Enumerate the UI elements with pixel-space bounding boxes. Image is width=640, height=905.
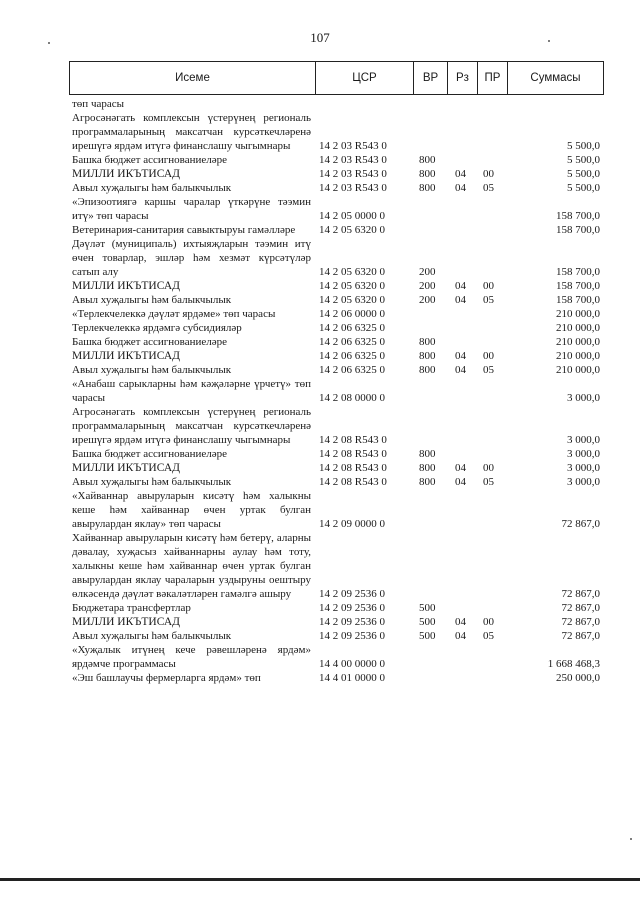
row-name: Авыл хуҗалыгы һәм балыкчылык — [72, 364, 232, 376]
row-vr: 800 — [419, 350, 436, 362]
row-sum: 72 867,0 — [561, 588, 600, 600]
row-vr: 800 — [419, 448, 436, 460]
row-sum: 210 000,0 — [556, 308, 600, 320]
row-rz: 04 — [455, 182, 466, 194]
row-sum: 210 000,0 — [556, 350, 600, 362]
scan-speck — [548, 40, 550, 42]
row-csr: 14 2 05 6320 0 — [319, 294, 385, 306]
row-name: «Эш башлаучы фермерларга ярдәм» төп — [72, 672, 261, 684]
row-name: «Хайваннар авыруларын кисәтү һәм халыкны кеше һәм хайваннар өчен уртак булган авырулардан яклау» төп чарасы — [72, 490, 311, 530]
row-name: Авыл хуҗалыгы һәм балыкчылык — [72, 630, 232, 642]
row-vr: 800 — [419, 364, 436, 376]
table-row — [72, 111, 602, 153]
row-name: Агросәнәгать комплексын үстерүнең региональ программаларының максатчан курсәткечләренә ирешүгә ярдәм итүгә финанслашу чыгымнары — [72, 112, 311, 152]
row-rz: 04 — [455, 630, 466, 642]
table-row — [72, 153, 602, 167]
row-vr: 800 — [419, 182, 436, 194]
row-sum: 3 000,0 — [567, 392, 600, 404]
row-csr: 14 2 09 2536 0 — [319, 602, 385, 614]
scan-speck — [630, 838, 632, 840]
table-row — [72, 489, 602, 531]
row-csr: 14 2 08 R543 0 — [319, 448, 387, 460]
row-name: «Анабаш сарыкларны һәм кәҗәләрне үрчетү» төп чарасы — [72, 378, 311, 404]
row-sum: 72 867,0 — [561, 518, 600, 530]
row-sum: 158 700,0 — [556, 224, 600, 236]
row-csr: 14 2 05 6320 0 — [319, 280, 385, 292]
row-name: МИЛЛИ ИКЪТИСАД — [72, 350, 180, 362]
table-row — [72, 615, 602, 629]
row-name: Агросәнәгать комплексын үстерүнең региональ программаларының максатчан курсәткечләренә ирешүгә ярдәм итүгә финанслашу чыгымнары — [72, 406, 311, 446]
row-name: Хайваннар авыруларын кисәтү һәм бетерү, аларны дәвалау, хуҗасыз хайваннарны аулау һәм тоту, халыкны кеше һәм хайваннар өчен уртак булган авырулардан яклау чараларын уздыруны оештыру өлкәсендә дәүләт вәкаләтләрен гамәлгә ашыру — [72, 532, 311, 600]
row-csr: 14 2 08 R543 0 — [319, 462, 387, 474]
row-sum: 1 668 468,3 — [547, 658, 600, 670]
row-rz: 04 — [455, 364, 466, 376]
table-row — [72, 293, 602, 307]
row-csr: 14 2 06 6325 0 — [319, 364, 385, 376]
row-name: Авыл хуҗалыгы һәм балыкчылык — [72, 476, 232, 488]
row-sum: 72 867,0 — [561, 630, 600, 642]
row-name: «Эпизоотиягә каршы чаралар үткәрүне тәэмин итү» төп чарасы — [72, 196, 311, 222]
scan-speck — [48, 42, 50, 44]
row-vr: 800 — [419, 462, 436, 474]
row-pr: 05 — [483, 630, 494, 642]
row-vr: 800 — [419, 476, 436, 488]
table-row — [72, 475, 602, 489]
table-header — [69, 61, 604, 95]
table-row — [72, 447, 602, 461]
row-rz: 04 — [455, 616, 466, 628]
row-pr: 00 — [483, 350, 494, 362]
header-csr: ЦСР — [316, 62, 414, 94]
row-pr: 05 — [483, 364, 494, 376]
row-csr: 14 2 09 2536 0 — [319, 630, 385, 642]
table-row — [72, 181, 602, 195]
row-vr: 200 — [419, 280, 436, 292]
row-vr: 500 — [419, 616, 436, 628]
row-vr: 500 — [419, 630, 436, 642]
table-row — [72, 223, 602, 237]
row-rz: 04 — [455, 294, 466, 306]
table-row — [72, 643, 602, 671]
row-vr: 200 — [419, 266, 436, 278]
table-row — [72, 335, 602, 349]
row-sum: 72 867,0 — [561, 616, 600, 628]
row-sum: 3 000,0 — [567, 448, 600, 460]
row-csr: 14 2 09 2536 0 — [319, 588, 385, 600]
row-name: МИЛЛИ ИКЪТИСАД — [72, 616, 180, 628]
table-row — [72, 377, 602, 405]
row-csr: 14 2 05 6320 0 — [319, 266, 385, 278]
header-pr: ПР — [478, 62, 508, 94]
row-sum: 250 000,0 — [556, 672, 600, 684]
row-name: «Хуҗалык итүнең кече рәвешләренә ярдәм» ярдәмче программасы — [72, 644, 311, 670]
table-row — [72, 405, 602, 447]
row-sum: 158 700,0 — [556, 266, 600, 278]
table-row — [72, 349, 602, 363]
row-name: МИЛЛИ ИКЪТИСАД — [72, 168, 180, 180]
row-pr: 05 — [483, 294, 494, 306]
table-row — [72, 167, 602, 181]
row-name: төп чарасы — [72, 98, 125, 110]
row-csr: 14 2 03 R543 0 — [319, 140, 387, 152]
row-csr: 14 4 01 0000 0 — [319, 672, 385, 684]
row-name: МИЛЛИ ИКЪТИСАД — [72, 462, 180, 474]
row-csr: 14 2 06 0000 0 — [319, 308, 385, 320]
row-sum: 210 000,0 — [556, 322, 600, 334]
row-rz: 04 — [455, 476, 466, 488]
table-row — [72, 279, 602, 293]
table-row — [72, 97, 602, 111]
header-vr: ВР — [414, 62, 448, 94]
row-sum: 158 700,0 — [556, 294, 600, 306]
row-sum: 3 000,0 — [567, 434, 600, 446]
row-csr: 14 4 00 0000 0 — [319, 658, 385, 670]
row-sum: 72 867,0 — [561, 602, 600, 614]
row-name: Авыл хуҗалыгы һәм балыкчылык — [72, 294, 232, 306]
table-row — [72, 307, 602, 321]
row-name: Башка бюджет ассигнованиеләре — [72, 336, 227, 348]
row-csr: 14 2 06 6325 0 — [319, 336, 385, 348]
row-name: Ветеринария-санитария савыктыруы гамәлләре — [72, 224, 296, 236]
row-sum: 158 700,0 — [556, 210, 600, 222]
row-rz: 04 — [455, 462, 466, 474]
table-row — [72, 237, 602, 279]
row-sum: 210 000,0 — [556, 364, 600, 376]
table-row — [72, 671, 602, 685]
row-vr: 800 — [419, 154, 436, 166]
row-sum: 5 500,0 — [567, 154, 600, 166]
row-name: Башка бюджет ассигнованиеләре — [72, 154, 227, 166]
row-csr: 14 2 06 6325 0 — [319, 350, 385, 362]
header-sum: Суммасы — [530, 72, 581, 84]
budget-table-body — [72, 97, 602, 685]
row-rz: 04 — [455, 168, 466, 180]
row-sum: 3 000,0 — [567, 462, 600, 474]
row-csr: 14 2 03 R543 0 — [319, 154, 387, 166]
row-pr: 00 — [483, 280, 494, 292]
table-row — [72, 601, 602, 615]
row-csr: 14 2 05 0000 0 — [319, 210, 385, 222]
row-csr: 14 2 05 6320 0 — [319, 224, 385, 236]
table-row — [72, 629, 602, 643]
row-sum: 5 500,0 — [567, 182, 600, 194]
header-rz: Рз — [448, 62, 478, 94]
row-vr: 800 — [419, 168, 436, 180]
table-row — [72, 363, 602, 377]
row-vr: 500 — [419, 602, 436, 614]
row-csr: 14 2 06 6325 0 — [319, 322, 385, 334]
table-row — [72, 195, 602, 223]
row-csr: 14 2 03 R543 0 — [319, 168, 387, 180]
table-row — [72, 461, 602, 475]
row-csr: 14 2 08 R543 0 — [319, 434, 387, 446]
row-pr: 00 — [483, 616, 494, 628]
row-csr: 14 2 09 0000 0 — [319, 518, 385, 530]
row-sum: 3 000,0 — [567, 476, 600, 488]
row-name: Бюджетара трансфертлар — [72, 602, 191, 614]
row-rz: 04 — [455, 280, 466, 292]
row-name: Авыл хуҗалыгы һәм балыкчылык — [72, 182, 232, 194]
row-csr: 14 2 09 2536 0 — [319, 616, 385, 628]
row-name: Башка бюджет ассигнованиеләре — [72, 448, 227, 460]
row-name: «Терлекчелеккә дәүләт ярдәме» төп чарасы — [72, 308, 276, 320]
row-name: МИЛЛИ ИКЪТИСАД — [72, 280, 180, 292]
row-pr: 00 — [483, 168, 494, 180]
page-number: 107 — [310, 30, 330, 45]
row-pr: 05 — [483, 182, 494, 194]
row-csr: 14 2 03 R543 0 — [319, 182, 387, 194]
row-rz: 04 — [455, 350, 466, 362]
row-vr: 200 — [419, 294, 436, 306]
header-name: Исеме — [70, 62, 316, 94]
row-sum: 158 700,0 — [556, 280, 600, 292]
row-vr: 800 — [419, 336, 436, 348]
row-name: Дәүләт (муниципаль) ихтыяҗларын тәэмин итү өчен товарлар, эшләр һәм хезмәт күрсәтүләр сатып алу — [72, 238, 311, 278]
row-csr: 14 2 08 R543 0 — [319, 476, 387, 488]
row-pr: 05 — [483, 476, 494, 488]
row-name: Терлекчелеккә ярдәмгә субсидияләр — [72, 322, 242, 334]
row-sum: 5 500,0 — [567, 140, 600, 152]
bottom-rule — [0, 878, 640, 881]
row-csr: 14 2 08 0000 0 — [319, 392, 385, 404]
row-pr: 00 — [483, 462, 494, 474]
table-row — [72, 531, 602, 601]
table-row — [72, 321, 602, 335]
row-sum: 5 500,0 — [567, 168, 600, 180]
row-sum: 210 000,0 — [556, 336, 600, 348]
